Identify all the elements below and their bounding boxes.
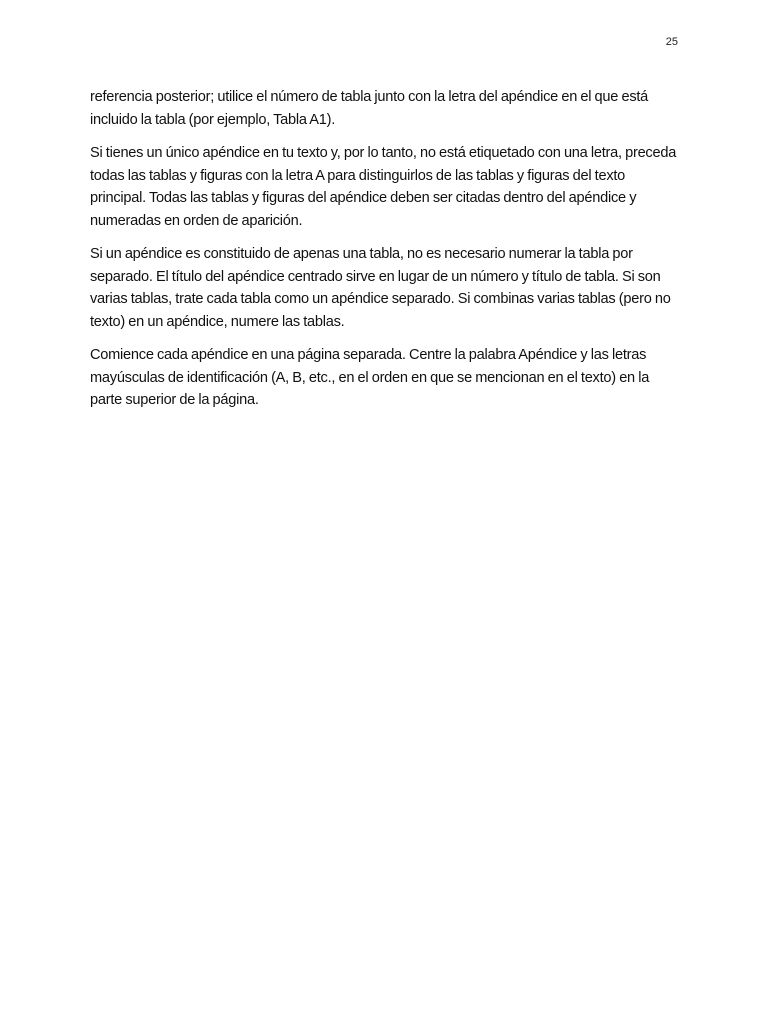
paragraph-single-table-appendix: Si un apéndice es constituido de apenas una tabla, no es necesario numerar la tabla por separado. El título del apéndice centrado sirve en lugar de un número y título de tabla. Si son varias tablas, trate cada tabla como un apéndice separado. Si combinas varias tablas (pero no texto) en un apéndice, numere las tablas. — [90, 246, 671, 330]
page-number: 25 — [665, 36, 678, 48]
paragraph-single-appendix: Si tienes un único apéndice en tu texto y, por lo tanto, no está etiquetado con una letra, preceda todas las tablas y figuras con la letra A para distinguirlos de las tablas y figuras del texto principal. Todas las tablas y figuras del apéndice deben ser citadas dentro del apéndice y numeradas en orden de aparición. — [90, 145, 677, 229]
paragraph-appendix-table-reference: referencia posterior; utilice el número de tabla junto con la letra del apéndice en el que está incluido la tabla (por ejemplo, Tabla A1). — [90, 89, 649, 128]
paragraph-appendix-page-layout: Comience cada apéndice en una página separada. Centre la palabra Apéndice y las letras mayúsculas de identificación (A, B, etc., en el orden en que se mencionan en el texto) en la parte superior de la página. — [90, 347, 650, 408]
document-body — [90, 86, 680, 423]
